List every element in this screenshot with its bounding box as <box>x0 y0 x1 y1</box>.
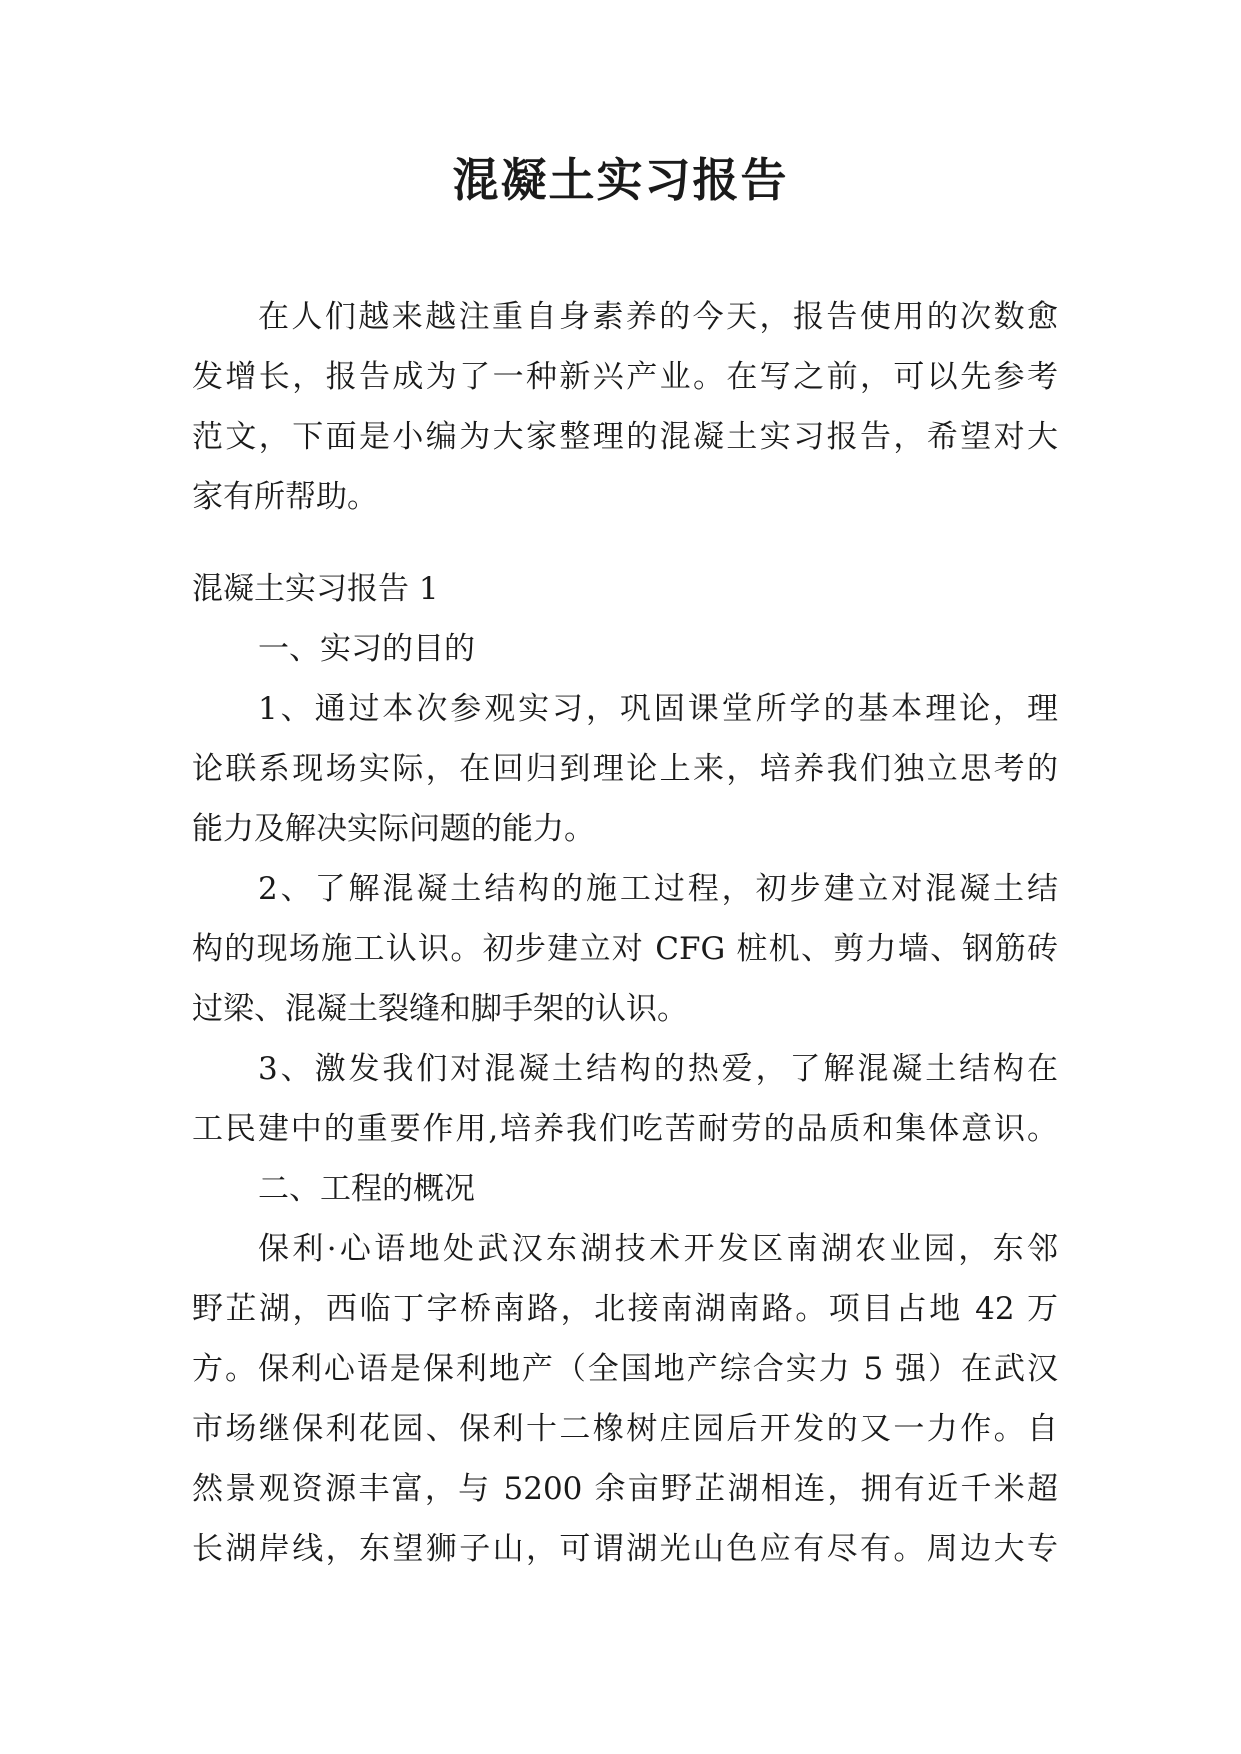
document-body <box>192 287 1058 1579</box>
text-line: 构的现场施工认识。初步建立对 CFG 桩机、剪力墙、钢筋砖 <box>192 931 1058 967</box>
text-line: 方。保利心语是保利地产（全国地产综合实力 5 强）在武汉 <box>192 1351 1058 1387</box>
text-line: 论联系现场实际，在回归到理论上来，培养我们独立思考的 <box>192 751 1058 787</box>
text-line: 保利·心语地处武汉东湖技术开发区南湖农业园，东邻 <box>258 1231 1058 1267</box>
section-title: 混凝土实习报告 1 <box>192 571 439 607</box>
paragraph-1 <box>192 679 1058 859</box>
text-line: 能力及解决实际问题的能力。 <box>192 811 595 847</box>
heading-purpose: 一、实习的目的 <box>258 631 475 667</box>
text-line: 市场继保利花园、保利十二橡树庄园后开发的又一力作。自 <box>192 1411 1058 1447</box>
text-line: 过梁、混凝土裂缝和脚手架的认识。 <box>192 991 688 1027</box>
text-line: 家有所帮助。 <box>192 479 378 515</box>
text-line: 工民建中的重要作用,培养我们吃苦耐劳的品质和集体意识。 <box>192 1111 1058 1147</box>
heading-overview: 二、工程的概况 <box>258 1171 475 1207</box>
paragraph-4 <box>192 1219 1058 1579</box>
intro-paragraph <box>192 287 1058 527</box>
paragraph-2 <box>192 859 1058 1039</box>
text-line: 长湖岸线，东望狮子山，可谓湖光山色应有尽有。周边大专 <box>192 1531 1058 1567</box>
text-line: 在人们越来越注重自身素养的今天，报告使用的次数愈 <box>258 299 1058 335</box>
document-title: 混凝土实习报告 <box>452 153 789 207</box>
paragraph-3 <box>192 1039 1058 1159</box>
text-line: 范文，下面是小编为大家整理的混凝土实习报告，希望对大 <box>192 419 1058 455</box>
text-line: 2、了解混凝土结构的施工过程，初步建立对混凝土结 <box>258 871 1058 907</box>
spacer <box>192 527 1058 559</box>
text-line: 野芷湖，西临丁字桥南路，北接南湖南路。项目占地 42 万 <box>192 1291 1058 1327</box>
text-line: 1、通过本次参观实习，巩固课堂所学的基本理论，理 <box>258 691 1058 727</box>
text-line: 然景观资源丰富，与 5200 余亩野芷湖相连，拥有近千米超 <box>192 1471 1058 1507</box>
text-line: 3、激发我们对混凝土结构的热爱，了解混凝土结构在 <box>258 1051 1058 1087</box>
text-line: 发增长，报告成为了一种新兴产业。在写之前，可以先参考 <box>192 359 1058 395</box>
